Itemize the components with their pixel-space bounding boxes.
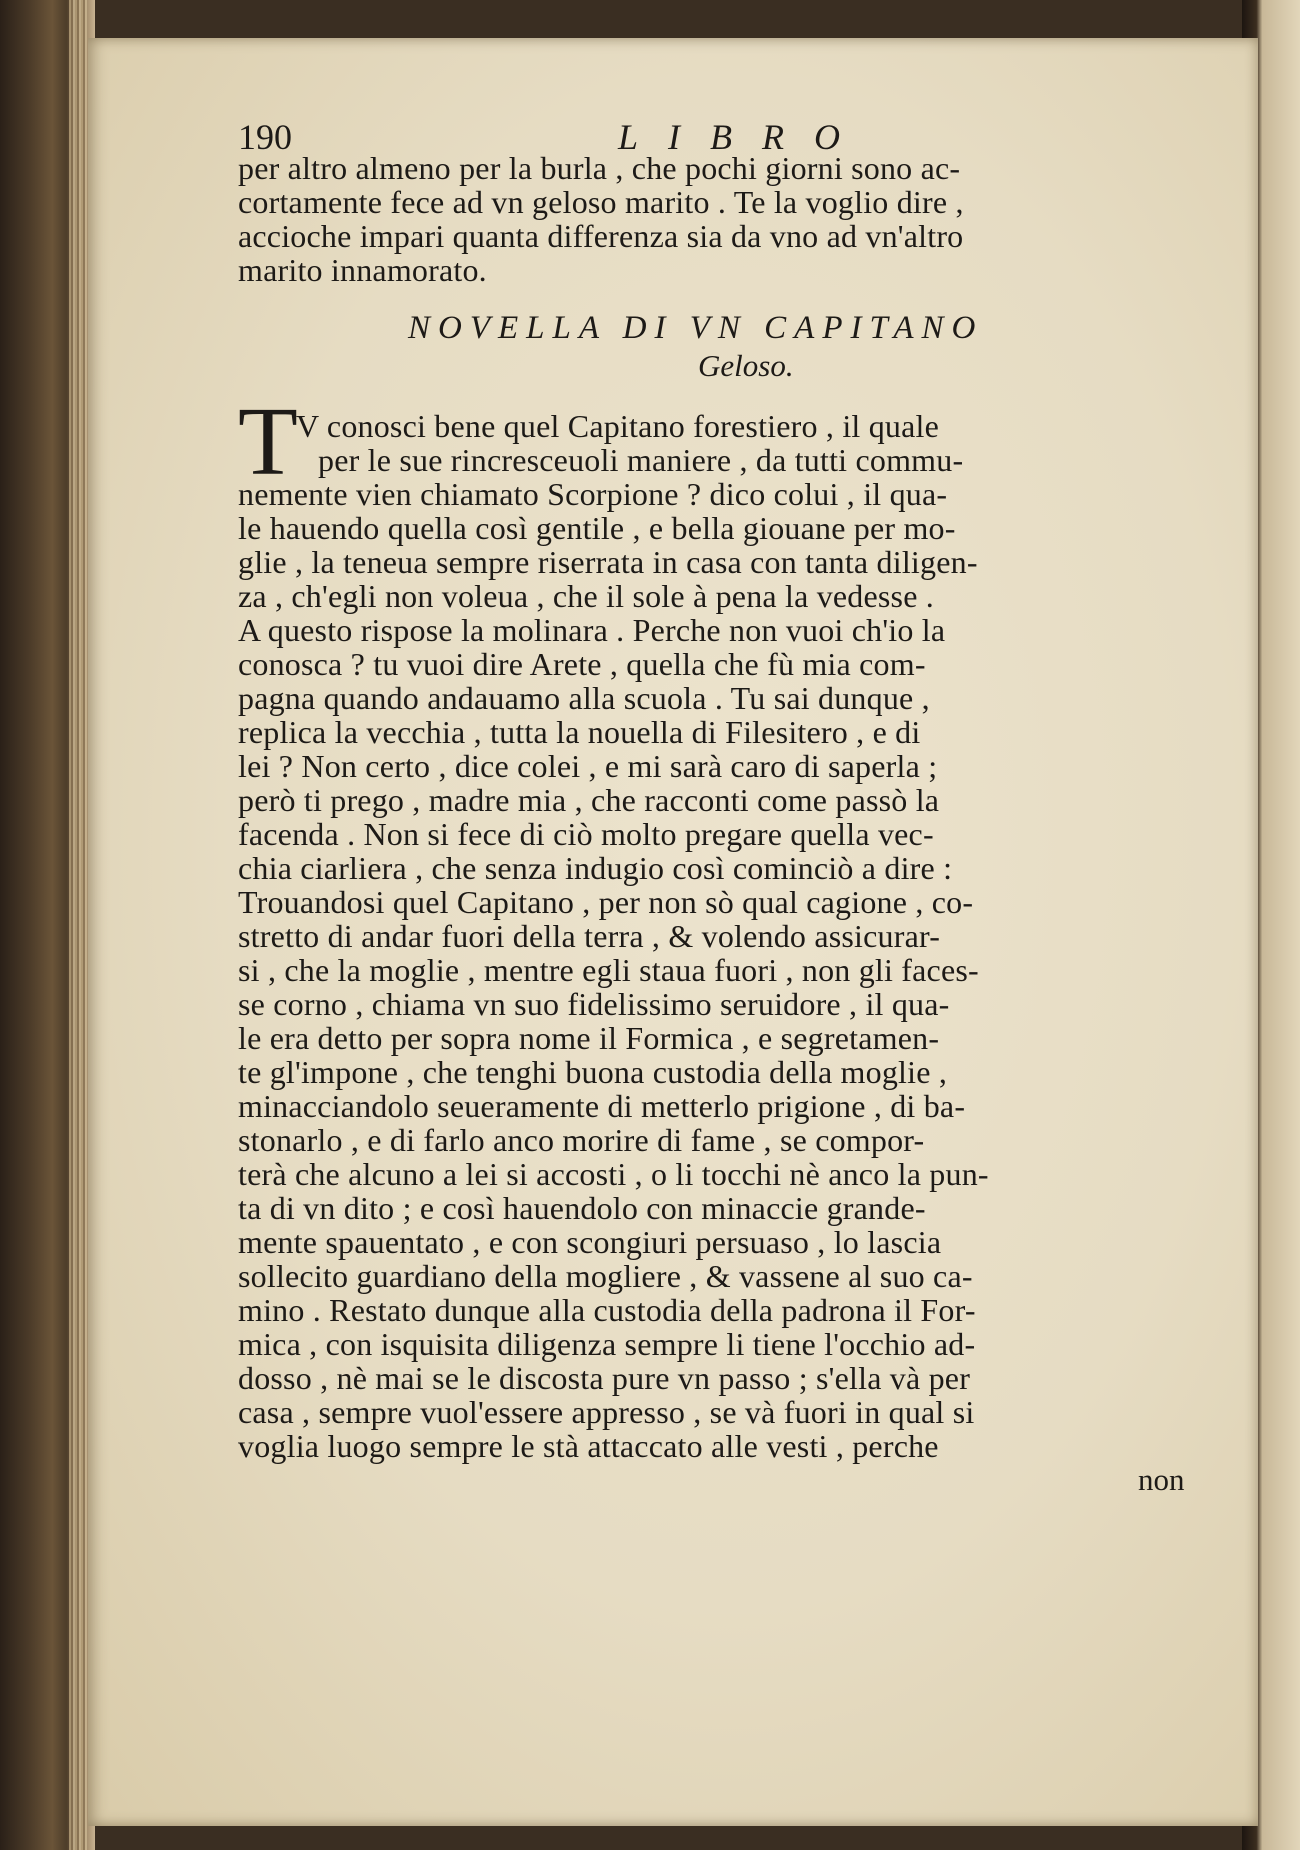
book-page-edges [0, 0, 95, 1850]
intro-line: per altro almeno per la burla , che pochi giorni sono ac- [238, 150, 961, 186]
body-line: mente spauentato , e con scongiuri persuaso , lo lascia [238, 1224, 942, 1260]
body-line: terà che alcuno a lei si accosti , o li tocchi nè anco la pun- [238, 1156, 989, 1192]
body-line: lei ? Non certo , dice colei , e mi sarà caro di saperla ; [238, 748, 938, 784]
body-line: V conosci bene quel Capitano forestiero , il quale [296, 408, 939, 444]
body-line: minacciandolo seueramente di metterlo prigione , di ba- [238, 1088, 966, 1124]
body-line: mino . Restato dunque alla custodia della padrona il For- [238, 1292, 976, 1328]
body-line: dosso , nè mai se le discosta pure vn passo ; s'ella và per [238, 1360, 971, 1396]
body-line: A questo rispose la molinara . Perche non vuoi ch'io la [238, 612, 946, 648]
body-line: glie , la teneua sempre riserrata in casa con tanta diligen- [238, 544, 978, 580]
intro-line: marito innamorato. [238, 252, 487, 288]
running-title: LIBRO [618, 117, 870, 157]
body-line: stretto di andar fuori della terra , & volendo assicurar- [238, 918, 941, 954]
body-line: pagna quando andauamo alla scuola . Tu sai dunque , [238, 680, 930, 716]
body-line: te gl'impone , che tenghi buona custodia della moglie , [238, 1054, 948, 1090]
body-line: si , che la moglie , mentre egli staua fuori , non gli faces- [238, 952, 979, 988]
page-number: 190 [238, 117, 292, 157]
body-line: chia ciarliera , che senza indugio così cominciò a dire : [238, 850, 953, 886]
body-line: Trouandosi quel Capitano , per non sò qual cagione , co- [238, 884, 974, 920]
intro-line: accioche impari quanta differenza sia da vno ad vn'altro [238, 218, 964, 254]
catchword: non [1138, 1462, 1185, 1497]
body-line: facenda . Non si fece di ciò molto pregare quella vec- [238, 816, 934, 852]
book-page [88, 38, 1258, 1826]
body-line: per le sue rincresceuoli maniere , da tutti commu- [318, 442, 964, 478]
body-line: stonarlo , e di farlo anco morire di fame , se compor- [238, 1122, 925, 1158]
drop-cap: T [238, 388, 298, 496]
body-line: ta di vn dito ; e così hauendolo con minaccie grande- [238, 1190, 926, 1226]
body-line: voglia luogo sempre le stà attaccato alle vesti , perche [238, 1428, 939, 1464]
body-line: se corno , chiama vn suo fidelissimo seruidore , il qua- [238, 986, 950, 1022]
body-line: za , ch'egli non voleua , che il sole à pena la vedesse . [238, 578, 935, 614]
body-line: le era detto per sopra nome il Formica , e segretamen- [238, 1020, 940, 1056]
chapter-title: NOVELLA DI VN CAPITANO [408, 310, 984, 346]
chapter-subtitle: Geloso. [698, 348, 794, 383]
body-line: nemente vien chiamato Scorpione ? dico colui , il qua- [238, 476, 948, 512]
body-line: replica la vecchia , tutta la nouella di Filesitero , e di [238, 714, 921, 750]
body-line: casa , sempre vuol'essere appresso , se và fuori in qual si [238, 1394, 975, 1430]
body-line: sollecito guardiano della mogliere , & vassene al suo ca- [238, 1258, 973, 1294]
intro-line: cortamente fece ad vn geloso marito . Te la voglio dire , [238, 184, 964, 220]
body-line: le hauendo quella così gentile , e bella giouane per mo- [238, 510, 956, 546]
body-line: conosca ? tu vuoi dire Arete , quella che fù mia com- [238, 646, 926, 682]
body-line: mica , con isquisita diligenza sempre li tiene l'occhio ad- [238, 1326, 976, 1362]
body-line: però ti prego , madre mia , che racconti come passò la [238, 782, 940, 818]
